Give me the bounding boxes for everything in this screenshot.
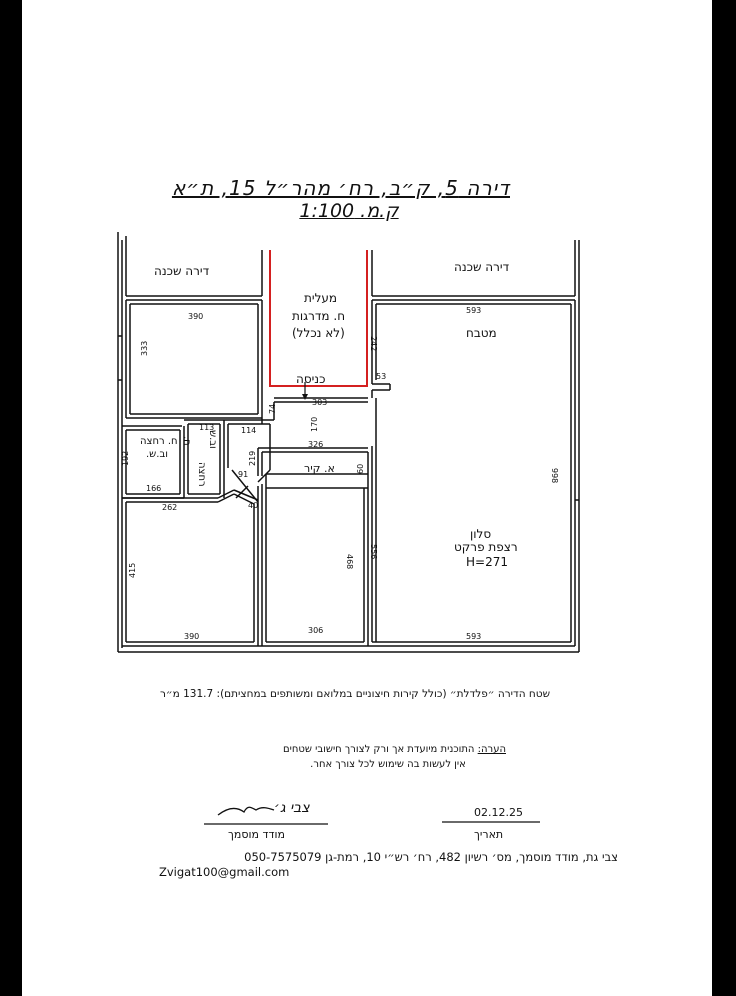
dim-390-top: 390 (188, 312, 204, 321)
dim-593-top: 593 (466, 306, 482, 315)
dim-415: 415 (128, 562, 137, 578)
dim-468: 468 (345, 554, 354, 570)
dim-53: 53 (376, 372, 387, 381)
kitchen-label: מטבח (466, 326, 497, 340)
entrance-label: כניסה (296, 372, 326, 386)
surveyor-label: מודד מוסמך (228, 828, 285, 841)
ac-label: א. קיר (304, 462, 335, 475)
date-value: 02.12.25 (474, 806, 523, 819)
bath1-label-1: ח. רחצה (140, 436, 178, 447)
dim-113: 113 (199, 423, 215, 432)
stair-label-2: ח. מדרגות (292, 309, 346, 323)
footer-address: צבי גת, מודד מוסמך, מס׳ רשיון 482, רח׳ רש״י 10, רמת-גן 050-7575079 (244, 850, 618, 864)
bath1-label-2: וב.ש. (146, 449, 168, 460)
dim-262: 262 (162, 503, 178, 512)
bath2-label-1: ח. (181, 436, 192, 446)
area-note: שטח הדירה ״פלדלת״ (כולל קירות חיצוניים במלואם ומשותפים במחציתם): 131.7 מ״ר (159, 688, 551, 700)
dim-219: 219 (248, 450, 257, 466)
dim-242: 242 (369, 336, 378, 352)
bath2-label-2: רחצה (196, 462, 207, 487)
living-label-3: H=271 (466, 555, 508, 569)
living-label-1: סלון (470, 527, 492, 541)
dim-333: 333 (140, 340, 149, 356)
disclaimer-text-1: התוכנית מיועדת אך ורק לצורך חישובי שטחים (282, 744, 475, 755)
signature-scribble (218, 807, 274, 815)
dim-998: 998 (550, 468, 559, 484)
dim-91: 91 (238, 470, 249, 479)
plan-title: דירה 5, ק״ב, רח׳ מהר״ל 15, ת״א (171, 176, 510, 200)
dim-390-bottom: 390 (184, 632, 200, 641)
dim-593-bottom: 593 (466, 632, 482, 641)
dim-74: 74 (268, 403, 277, 414)
dim-303: 303 (312, 398, 328, 407)
dim-306: 306 (308, 626, 324, 635)
disclaimer-label: הערה: (477, 744, 506, 755)
dim-166: 166 (146, 484, 162, 493)
signature-mark: צבי ג׳ (274, 800, 310, 816)
dim-114: 114 (241, 426, 257, 435)
stair-label-1: מעלית (304, 291, 338, 305)
bath2-label-3: וב.ש (207, 430, 218, 449)
dim-40: 40 (248, 501, 259, 510)
date-label: תאריך (474, 828, 504, 841)
dim-170: 170 (310, 416, 319, 432)
plan-scale: ק.מ. 1:100 (299, 200, 399, 222)
dim-326: 326 (308, 440, 324, 449)
neighbor-left-label: דירה שכנה (154, 264, 210, 278)
dim-192: 192 (121, 450, 130, 466)
living-label-2: רצפת פרקט (454, 540, 518, 554)
disclaimer-line-2: אין לעשות בה שימוש לכל צורך אחר. (310, 759, 466, 770)
disclaimer-line-1 (236, 744, 506, 755)
entrance-arrow-icon (302, 394, 308, 400)
plan-sheet (22, 0, 712, 996)
floor-plan-drawing (22, 0, 712, 996)
footer-email[interactable]: Zvigat100@gmail.com (159, 865, 290, 879)
neighbor-right-label: דירה שכנה (454, 260, 510, 274)
stair-label-3: (לא נכלל) (292, 326, 345, 340)
dim-556: 556 (369, 544, 378, 560)
dim-60: 60 (356, 463, 365, 474)
